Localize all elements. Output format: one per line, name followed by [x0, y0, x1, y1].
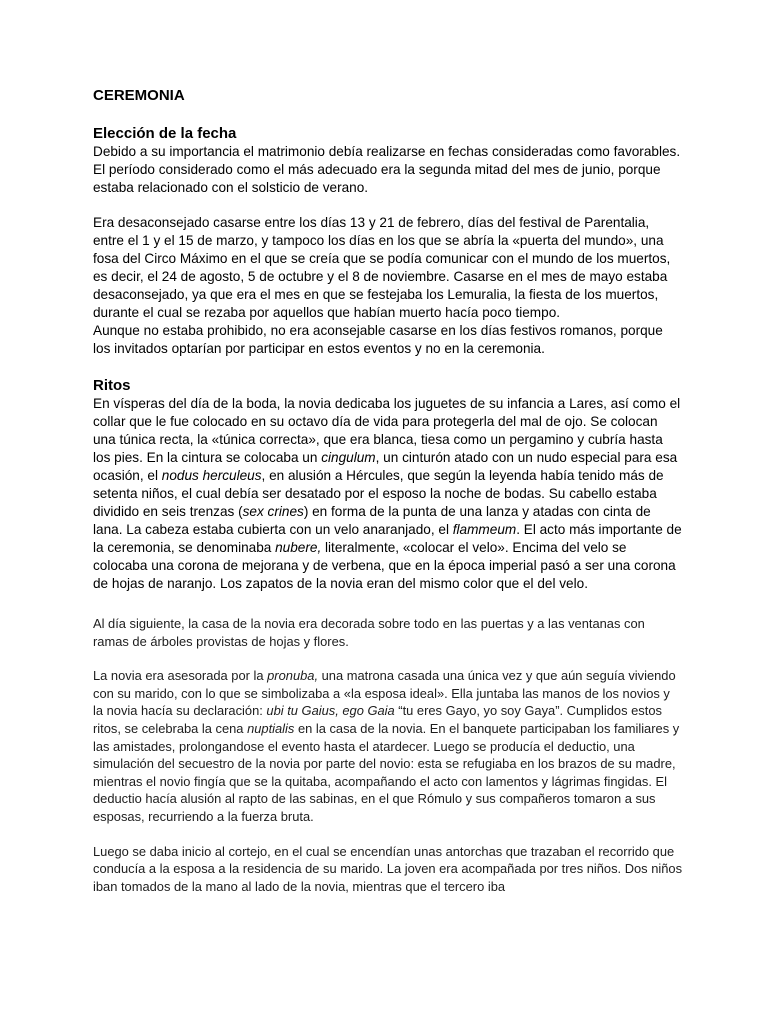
italic-term: nuptialis [247, 720, 295, 736]
section-heading-fecha: Elección de la fecha [93, 125, 237, 142]
section-heading-ritos: Ritos [93, 377, 131, 394]
paragraph-ritos-4: Luego se daba inicio al cortejo, en el cual se encendían unas antorchas que trazaban el recorrido que conducía a la esposa a la residencia de su marido. La joven era acompañada por tres niños. Dos niños iban tomados de la mano al lado de la novia, mientras que el tercero iba [93, 843, 683, 894]
text-run: En vísperas del día de la boda, la novia dedicaba los juguetes de su infancia a Lares, así como el collar que le fue colocado en su octavo día de vida para protegerla del mal de ojo. Se colocan una túnica recta, la «túnica correcta», que era blanca, tiesa como un pergamino y cubría hasta los pies. En la cintura se colocaba un [93, 396, 681, 465]
text-run: , un cinturón atado con un nudo especial para esa ocasión, el [93, 450, 678, 483]
text-run: ) en forma de la punta de una lanza y atadas con cinta de lana. La cabeza estaba cubierta con un velo anaranjado, el [93, 504, 651, 537]
text-run: , en alusión a Hércules, que según la leyenda había tenido más de setenta niños, el cual debía ser desatado por el esposo la noche de bodas. Su cabello estaba dividido en seis trenzas ( [93, 468, 664, 519]
text-run: literalmente, «colocar el velo». Encima del velo se colocaba una corona de mejorana y de verbena, que en la época imperial pasó a ser una corona de hojas de naranjo. Los zapatos de la novia eran del mismo color que el del velo. [93, 540, 676, 591]
paragraph-fecha-3: Aunque no estaba prohibido, no era aconsejable casarse en los días festivos romanos, porque los invitados optarían por participar en estos eventos y no en la ceremonia. [93, 323, 663, 356]
text-run: . El acto más importante de la ceremonia, se denominaba [93, 522, 682, 555]
italic-term: nubere, [275, 540, 322, 555]
italic-term: nodus herculeus [161, 468, 262, 483]
text-run: en la casa de la novia. En el banquete participaban los familiares y las amistades, prolongandose el evento hasta el atardecer. Luego se producía el deductio, una simulación del secuestro de la novia por parte del novio: esta se refugiaba en los brazos de su madre, mientras el novio fingía que se la quitaba, acompañando el acto con lamentos y lágrimas fingidas. El deductio hacía alusión al rapto de las sabinas, en el que Rómulo y sus compañeros tomaron a sus esposas, recurriendo a la fuerza bruta. [93, 720, 680, 824]
text-run: una matrona casada una única vez y que aún seguía viviendo con su marido, con lo que se simbolizaba a «la esposa ideal». Ella juntaba las manos de los novios y la novia hacía su declaración: [93, 668, 676, 719]
paragraph-ritos-1 [93, 395, 683, 593]
italic-term: cingulum [321, 450, 376, 465]
paragraph-fecha-2: Era desaconsejado casarse entre los días 13 y 21 de febrero, días del festival de Parentalia, entre el 1 y el 15 de marzo, y tampoco los días en los que se abría la «puerta del mundo», una fosa del Circo Máximo en el que se creía que se podía comunicar con el mundo de los muertos, es decir, el 24 de agosto, 5 de octubre y el 8 de noviembre. Casarse en el mes de mayo estaba desaconsejado, ya que era el mes en que se festejaba los Lemuralia, la fiesta de los muertos, durante el cual se rezaba por aquellos que habían muerto hacía poco tiempo. [93, 215, 671, 320]
text-run: “tu eres Gayo, yo soy Gaya”. Cumplidos estos ritos, se celebraba la cena [93, 703, 662, 736]
italic-term: sex crines [242, 504, 304, 519]
paragraph-ritos-2: Al día siguiente, la casa de la novia era decorada sobre todo en las puertas y a las ventanas con ramas de árboles provistas de hojas y flores. [93, 616, 645, 649]
italic-term: pronuba, [267, 668, 319, 684]
text-run: La novia era asesorada por la [93, 668, 268, 684]
document-title: CEREMONIA [93, 87, 185, 104]
paragraph-fecha-1: Debido a su importancia el matrimonio debía realizarse en fechas consideradas como favorables. El período considerado como el más adecuado era la segunda mitad del mes de junio, porque estaba relacionado con el solsticio de verano. [93, 144, 681, 195]
italic-term: ubi tu Gaius, ego Gaia [266, 703, 395, 719]
paragraph-ritos-3 [93, 667, 683, 825]
document-body [93, 86, 683, 895]
italic-term: flammeum [452, 522, 517, 537]
